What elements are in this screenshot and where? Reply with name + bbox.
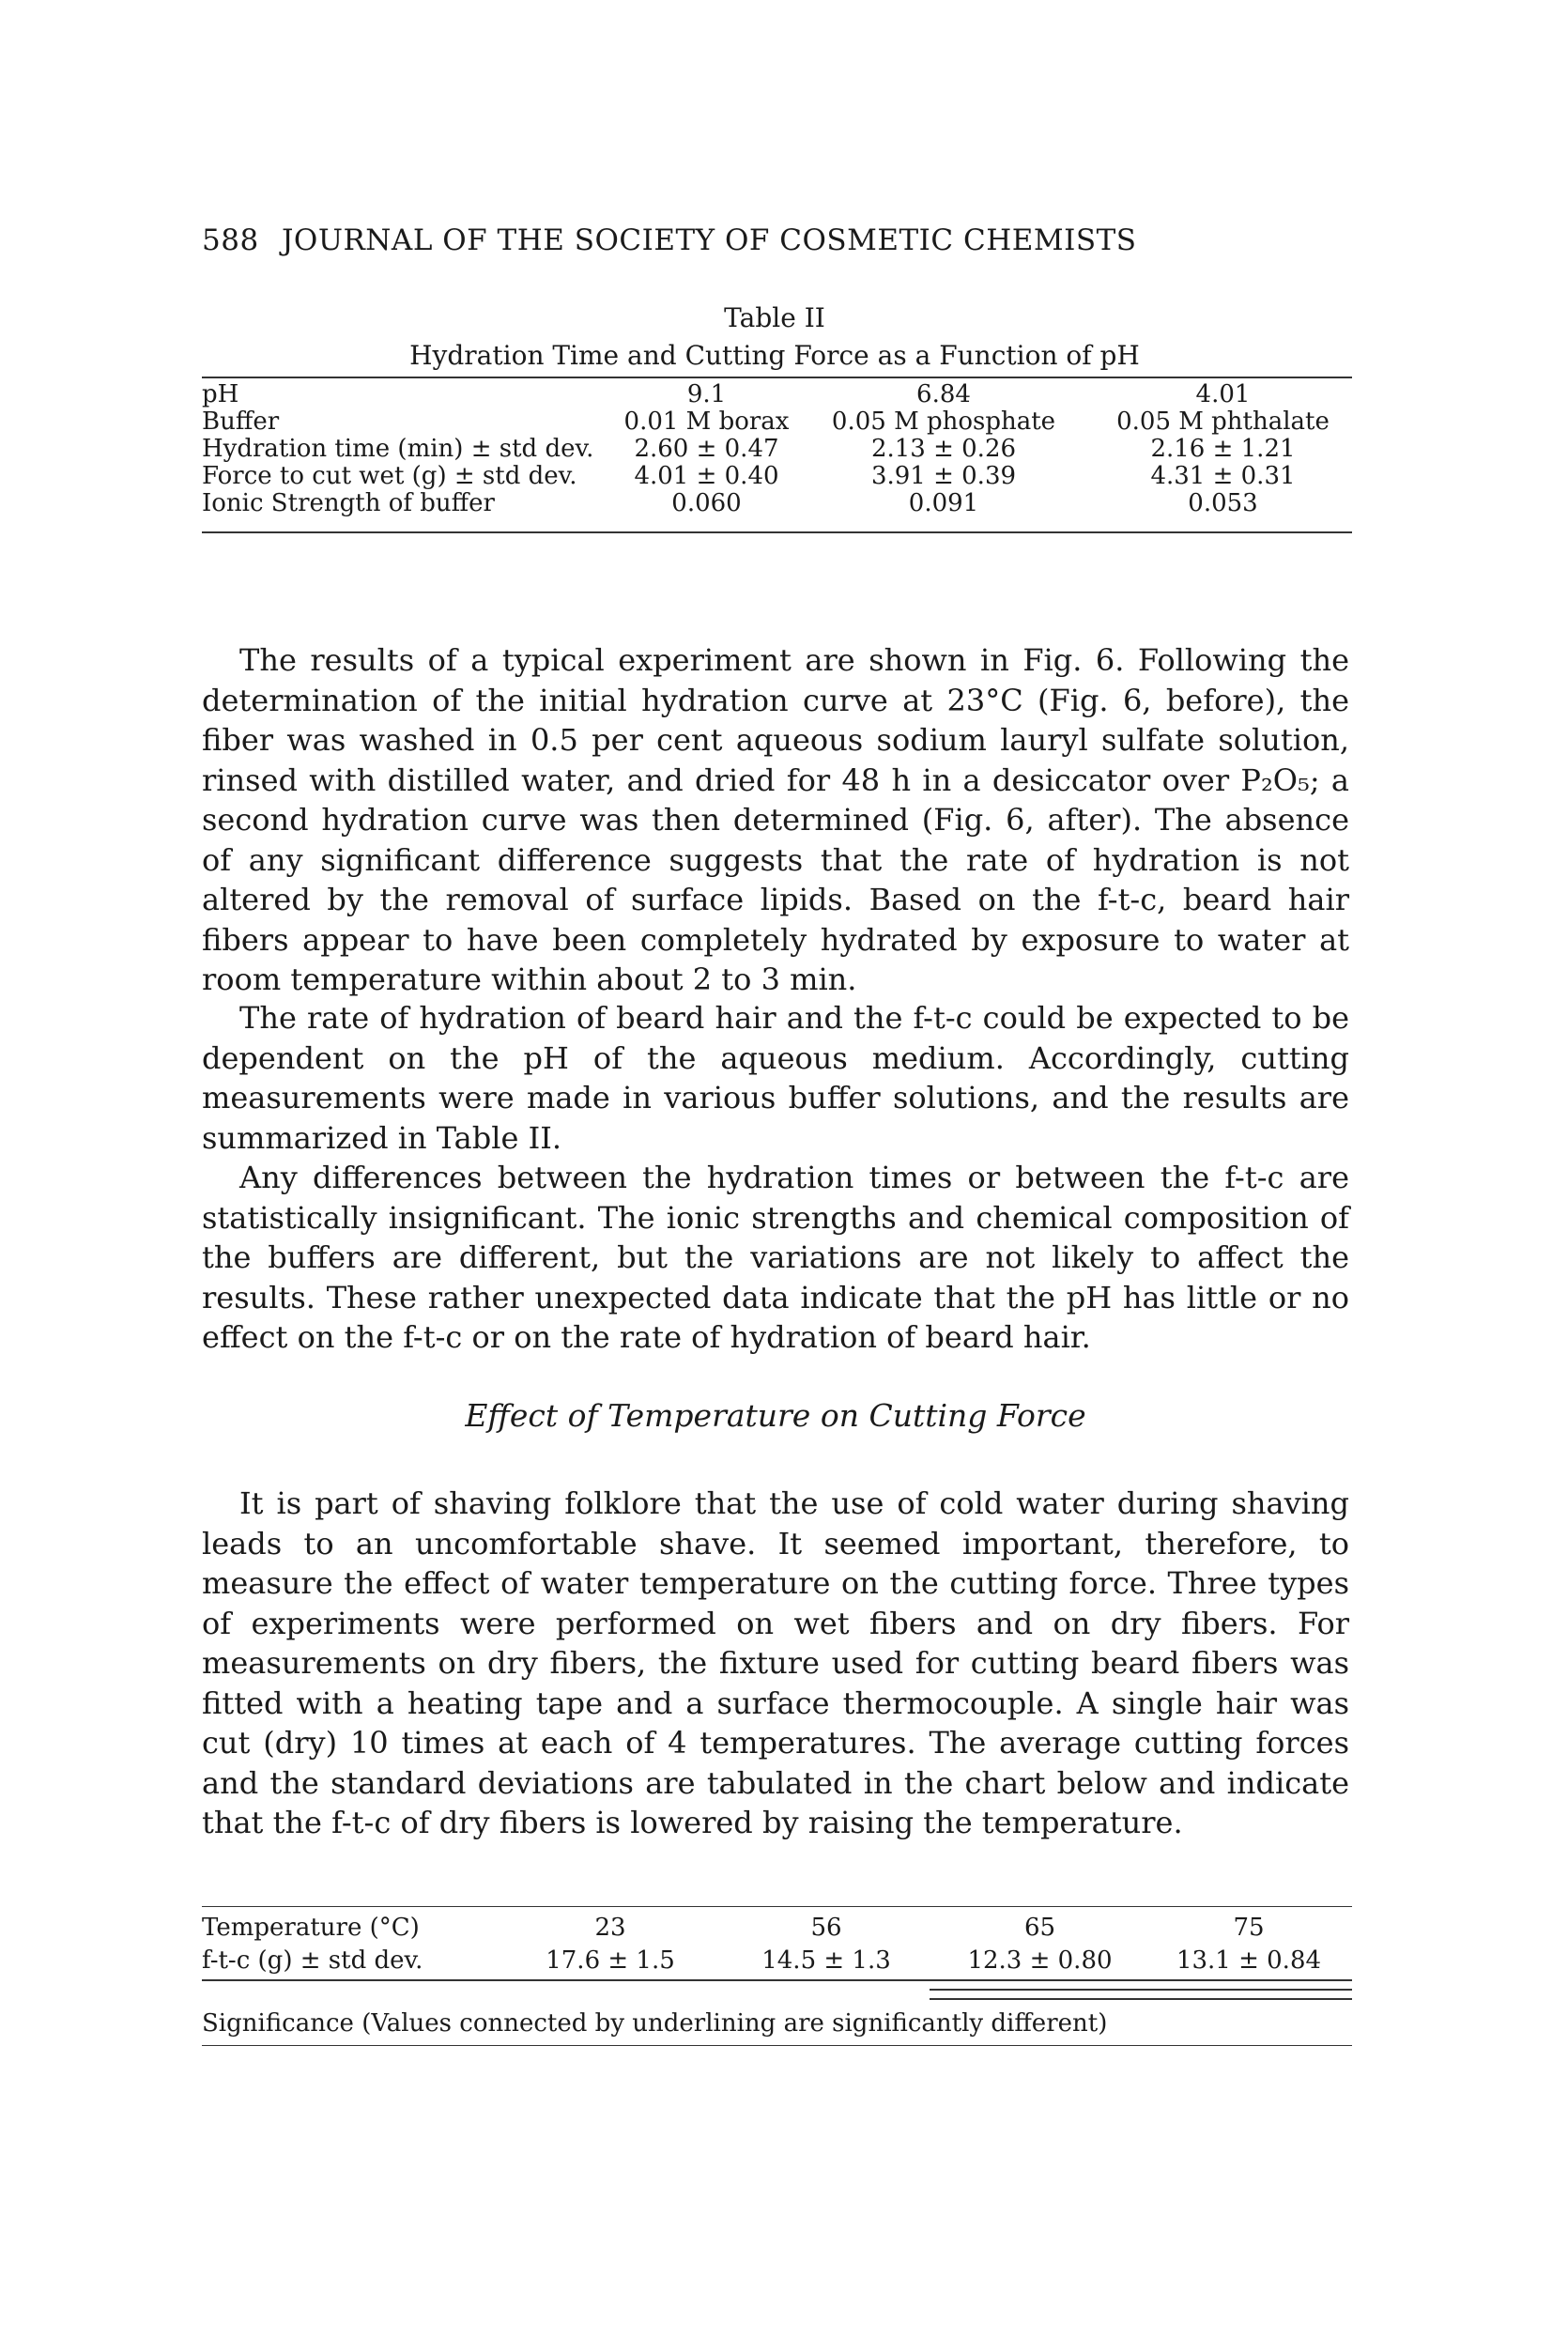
table-2-caption: Hydration Time and Cutting Force as a Function of pH — [409, 340, 1140, 371]
table-2 — [202, 381, 1352, 517]
significance-note: Significance (Values connected by underlining are significantly different) — [202, 2009, 1108, 2038]
table-row — [202, 1945, 1352, 1977]
table-row — [202, 1912, 1352, 1945]
section-heading: Effect of Temperature on Cutting Force — [465, 1397, 1086, 1434]
table-row — [202, 408, 1352, 436]
table-cell: 4.01 — [1195, 380, 1251, 408]
table-2-top-rule — [202, 377, 1352, 378]
table-cell: 4.31 ± 0.31 — [1150, 462, 1296, 490]
table-cell: 0.01 M borax — [623, 408, 790, 436]
table-cell: 75 — [1233, 1914, 1265, 1942]
row-label: Temperature (°C) — [202, 1914, 420, 1942]
paragraph-results — [202, 640, 1349, 1000]
row-label: pH — [202, 380, 239, 408]
table-cell: 4.01 ± 0.40 — [634, 462, 779, 490]
table-2-bottom-rule — [202, 531, 1352, 533]
table-row — [202, 490, 1352, 517]
table-cell: 56 — [810, 1914, 842, 1942]
table-cell: 2.16 ± 1.21 — [1150, 435, 1296, 463]
table-cell: 9.1 — [686, 380, 727, 408]
table-cell: 2.60 ± 0.47 — [634, 435, 779, 463]
table-row — [202, 436, 1352, 463]
journal-title: JOURNAL OF THE SOCIETY OF COSMETIC CHEMISTS — [282, 223, 1137, 257]
table-cell: 3.91 ± 0.39 — [870, 462, 1017, 490]
significance-underline — [930, 1989, 1352, 1991]
table-cell: 2.13 ± 0.26 — [870, 435, 1017, 463]
row-label: Ionic Strength of buffer — [202, 489, 495, 517]
table-cell: 0.05 M phthalate — [1116, 408, 1330, 436]
row-label: Hydration time (min) ± std dev. — [202, 435, 594, 463]
table-cell: 23 — [594, 1914, 626, 1942]
temperature-table — [202, 1912, 1352, 1977]
paragraph-text: It is part of shaving folklore that the use of cold water during shaving leads to an uncomfortable shave. It seemed important, therefore, to measure the effect of water temperature on the cutting force. Three types of experiments were performed on wet fibers and on dry fibers. For measurements on dry fibers, the fixture used for cutting beard fibers was fitted with a heating tape and a surface thermocouple. A single hair was cut (dry) 10 times at each of 4 temperatures. The average cutting forces and the standard deviations are tabulated in the chart below and indicate that the f-t-c of dry fibers is lowered by raising the temperature. — [202, 1485, 1349, 1840]
table-cell: 14.5 ± 1.3 — [761, 1946, 891, 1975]
table-rule — [202, 1979, 1352, 1981]
table-cell: 0.053 — [1188, 489, 1258, 517]
paragraph-text: Any differences between the hydration times or between the f-t-c are statistically insignificant. The ionic strengths and chemical composition of the buffers are different, but the variations are not likely to affect the results. These rather unexpected data indicate that the pH has little or no effect on the f-t-c or on the rate of hydration of beard hair. — [202, 1160, 1349, 1355]
table-row — [202, 381, 1352, 408]
paragraph-text: The results of a typical experiment are shown in Fig. 6. Following the determination of the initial hydration curve at 23°C (Fig. 6, before), the fiber was washed in 0.5 per cent aqueous sodium lauryl sulfate solution, rinsed with distilled water, and dried for 48 h in a desiccator over P₂O₅; a second hydration curve was then determined (Fig. 6, after). The absence of any significant difference suggests that the rate of hydration is not altered by the removal of surface lipids. Based on the f-t-c, beard hair fibers appear to have been completely hydrated by exposure to water at room temperature within about 2 to 3 min. — [202, 642, 1349, 997]
table-cell: 0.05 M phosphate — [831, 408, 1056, 436]
temp-table-bottom-rule — [202, 2045, 1352, 2046]
table-cell: 0.060 — [671, 489, 742, 517]
temp-table-top-rule — [202, 1906, 1352, 1907]
paragraph-differences — [202, 1158, 1349, 1358]
table-cell: 13.1 ± 0.84 — [1176, 1946, 1322, 1975]
table-row — [202, 463, 1352, 490]
table-cell: 17.6 ± 1.5 — [546, 1946, 675, 1975]
row-label: Buffer — [202, 408, 280, 436]
paragraph-ph — [202, 998, 1349, 1158]
table-cell: 12.3 ± 0.80 — [967, 1946, 1113, 1975]
paragraph-temperature — [202, 1484, 1349, 1843]
row-label: f-t-c (g) ± std dev. — [202, 1946, 423, 1975]
page-number: 588 — [202, 223, 259, 257]
table-cell: 6.84 — [916, 380, 971, 408]
table-cell: 0.091 — [908, 489, 979, 517]
paragraph-text: The rate of hydration of beard hair and the f-t-c could be expected to be dependent on the pH of the aqueous medium. Accordingly, cutting measurements were made in various buffer solutions, and the results are summarized in Table II. — [202, 1000, 1349, 1156]
significance-underline — [930, 1998, 1352, 2000]
table-cell: 65 — [1023, 1914, 1056, 1942]
table-2-title: Table II — [724, 302, 825, 333]
row-label: Force to cut wet (g) ± std dev. — [202, 462, 577, 490]
running-header — [202, 223, 1366, 257]
